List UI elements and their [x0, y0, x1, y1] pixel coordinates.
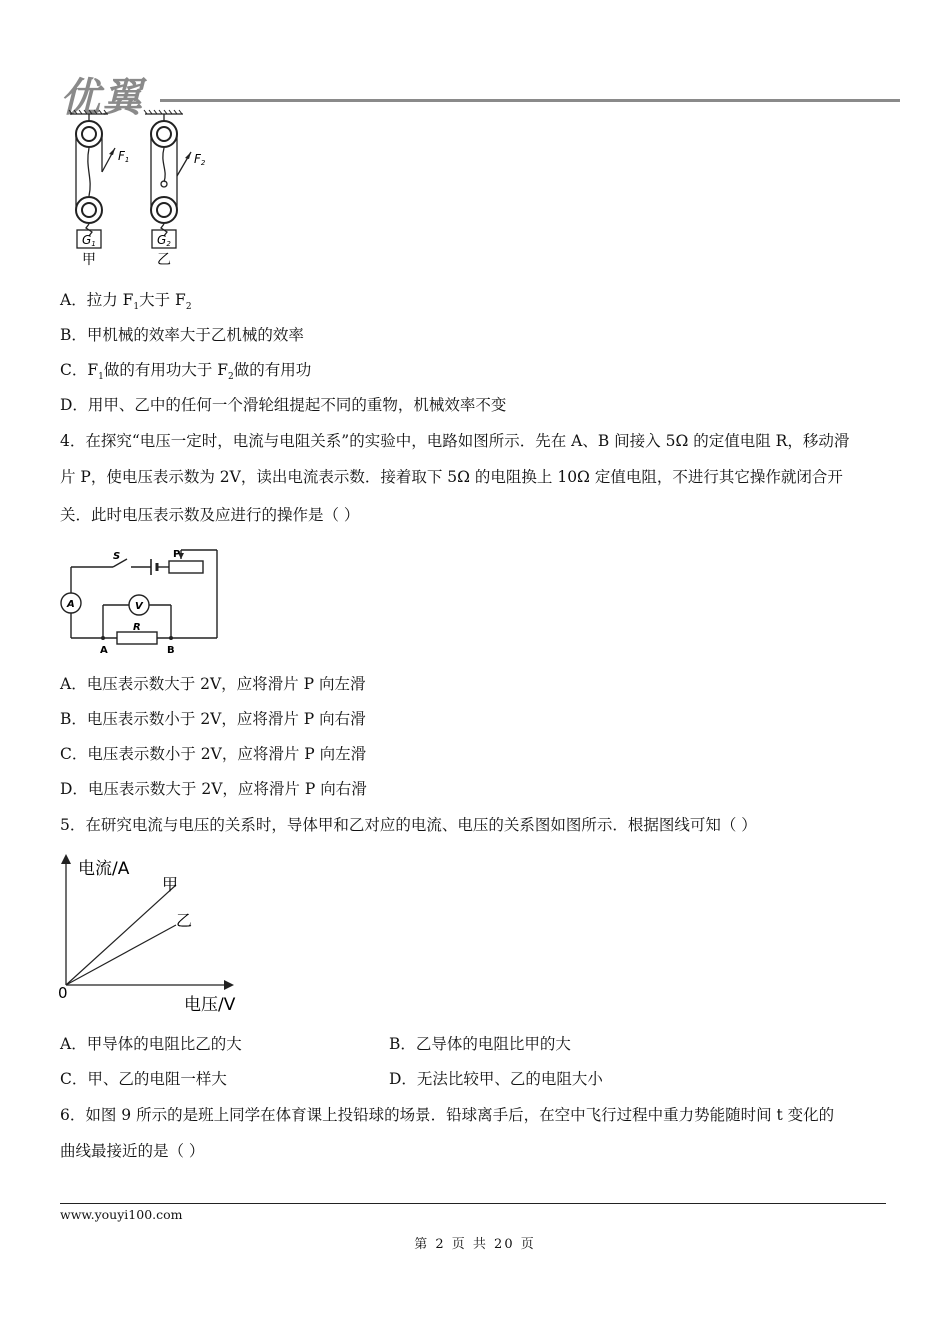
- header-rule: [160, 99, 900, 102]
- q5-option-c: C．甲、乙的电阻一样大: [60, 1070, 227, 1088]
- weight-g1-label: G1: [82, 233, 96, 248]
- q5-option-b: B．乙导体的电阻比甲的大: [389, 1035, 571, 1053]
- force-f1-label: F1: [118, 149, 130, 164]
- q3-option-c: C．$F_1$做的有用功大于 $F_2$做的有用功: [60, 361, 312, 383]
- q4-stem-line1: 4．在探究“电压一定时，电流与电阻关系”的实验中，电路如图所示．先在 A、B 间接入 5Ω 的定值电阻 R，移动滑: [60, 432, 850, 450]
- resistor-r-label: R: [133, 622, 141, 633]
- series-label-jia: 甲: [162, 875, 179, 894]
- header-logo: 优翼: [60, 75, 144, 121]
- series-line-jia: [66, 885, 176, 985]
- circuit-diagram: [55, 545, 225, 655]
- q5-option-d: D．无法比较甲、乙的电阻大小: [389, 1070, 603, 1088]
- q5-stem: 5．在研究电流与电压的关系时，导体甲和乙对应的电流、电压的关系图如图所示．根据图线可知（ ）: [60, 816, 757, 834]
- q6-stem-line2: 曲线最接近的是（ ）: [60, 1142, 205, 1160]
- ammeter-label: A: [67, 599, 75, 610]
- series-label-yi: 乙: [176, 911, 193, 930]
- force-f2-label: F2: [194, 152, 206, 167]
- y-axis-arrow: [61, 854, 71, 864]
- q3-option-d: D．用甲、乙中的任何一个滑轮组提起不同的重物，机械效率不变: [60, 396, 507, 414]
- origin-label: 0: [58, 984, 68, 1002]
- q4-option-d: D．电压表示数大于 2V，应将滑片 P 向右滑: [60, 780, 367, 798]
- iv-chart: [50, 850, 270, 1020]
- x-axis-label: 电压/V: [184, 995, 236, 1015]
- switch-s-label: S: [113, 551, 121, 562]
- q6-stem-line1: 6．如图 9 所示的是班上同学在体育课上投铅球的场景．铅球离手后，在空中飞行过程中重力势能随时间 t 变化的: [60, 1106, 835, 1124]
- page-number: 第 2 页 共 20 页: [414, 1237, 536, 1252]
- weight-g2-label: G2: [157, 233, 171, 248]
- footer-rule: [60, 1203, 886, 1204]
- series-line-yi: [66, 925, 176, 985]
- q4-option-c: C．电压表示数小于 2V，应将滑片 P 向左滑: [60, 745, 367, 763]
- voltmeter-label: V: [135, 601, 143, 612]
- pulley-figure: [60, 108, 230, 268]
- q3-option-b: B．甲机械的效率大于乙机械的效率: [60, 326, 304, 344]
- q5-option-a: A．甲导体的电阻比乙的大: [60, 1035, 242, 1053]
- q4-option-a: A．电压表示数大于 2V，应将滑片 P 向左滑: [60, 675, 366, 693]
- label-jia: 甲: [82, 252, 96, 268]
- q3-option-a: A．拉力 $F_1$大于 $F_2$: [60, 291, 192, 313]
- footer-url[interactable]: www.youyi100.com: [60, 1207, 183, 1222]
- node-b-label: B: [167, 645, 175, 655]
- node-a-label: A: [100, 645, 108, 655]
- q4-stem-line3: 关．此时电压表示数及应进行的操作是（ ）: [60, 506, 360, 524]
- y-axis-label: 电流/A: [78, 859, 130, 879]
- q4-option-b: B．电压表示数小于 2V，应将滑片 P 向右滑: [60, 710, 366, 728]
- x-axis-arrow: [224, 980, 234, 990]
- q4-stem-line2: 片 P，使电压表示数为 2V，读出电流表示数．接着取下 5Ω 的电阻换上 10Ω 定值电阻，不进行其它操作就闭合开: [60, 468, 843, 486]
- label-yi: 乙: [157, 252, 171, 268]
- slider-p-label: P: [173, 549, 181, 560]
